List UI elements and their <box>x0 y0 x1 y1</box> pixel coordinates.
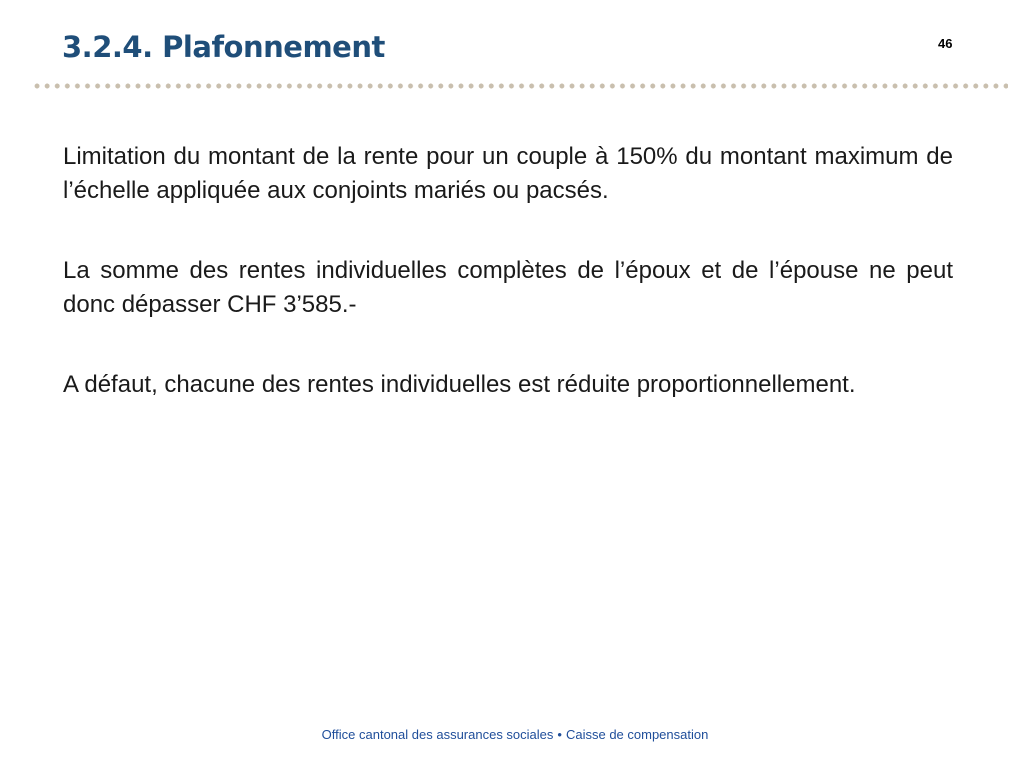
paragraph-sum-of-pensions: La somme des rentes individuelles complètes de l’époux et de l’épouse ne peut donc dépasser CHF 3’585.- <box>63 257 953 318</box>
footer-separator: • <box>557 727 562 742</box>
footer-organization: Office cantonal des assurances sociales <box>321 727 554 742</box>
footer <box>0 727 1024 742</box>
slide-title: 3.2.4. Plafonnement <box>62 30 385 64</box>
page-number: 46 <box>938 36 953 51</box>
paragraph-reduction: A défaut, chacune des rentes individuelles est réduite proportionnellement. <box>63 371 856 398</box>
dotted-divider <box>32 82 1008 90</box>
slide-body <box>63 140 953 448</box>
paragraph-limitation: Limitation du montant de la rente pour un couple à 150% du montant maximum de l’échelle appliquée aux conjoints mariés ou pacsés. <box>63 143 953 204</box>
footer-department: Caisse de compensation <box>565 727 709 742</box>
